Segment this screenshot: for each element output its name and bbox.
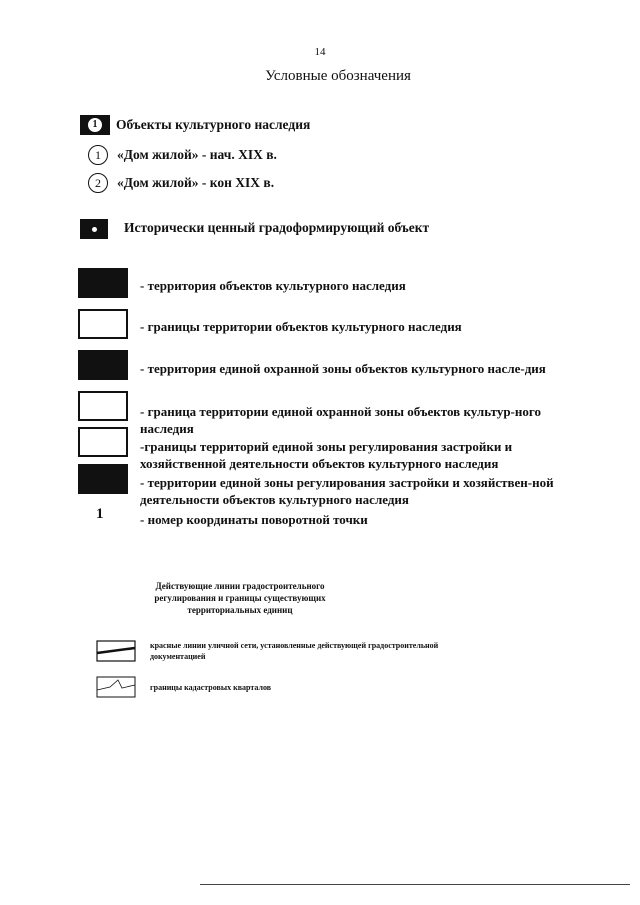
heritage-territory-swatch <box>78 268 128 298</box>
page-number: 14 <box>314 46 326 58</box>
cadastral-boundary-label: границы кадастровых кварталов <box>150 683 272 692</box>
red-line-icon <box>96 640 136 662</box>
heritage-object-2 <box>80 172 274 194</box>
historic-object-label: Исторически ценный градоформирующий объект <box>124 220 430 235</box>
coordinate-point-label: - номер координаты поворотной точки <box>140 512 368 527</box>
zone-label: - территория объектов культурного наследия <box>140 278 406 293</box>
protection-zone-boundary-swatch <box>78 391 128 421</box>
coordinate-point-symbol: 1 <box>96 506 104 522</box>
historic-object-icon <box>80 219 108 239</box>
object-number-icon: 1 <box>88 145 108 165</box>
zone-label: - территория единой охранной зоны объектов культурного насле-дия <box>140 361 546 376</box>
heritage-objects-label: Объекты культурного наследия <box>116 117 311 132</box>
zone-label: - территории единой зоны регулирования застройки и хозяйствен-ной деятельности объектов культурного наследия <box>140 475 554 507</box>
object-number-icon: 2 <box>88 173 108 193</box>
heritage-badge-icon <box>80 115 110 135</box>
heritage-object-1 <box>80 144 277 166</box>
red-line-label: красные линии уличной сети, установленные действующей градостроительной документацией <box>150 641 439 661</box>
legend-title: Условные обозначения <box>265 68 411 84</box>
heritage-boundary-swatch <box>78 309 128 339</box>
zone-label: - границы территории объектов культурного наследия <box>140 319 462 334</box>
cadastral-boundary-icon <box>96 676 136 698</box>
zone-label: -границы территорий единой зоны регулирования застройки и хозяйственной деятельности объектов культурного наследия <box>140 439 513 471</box>
heritage-objects-header <box>80 114 310 136</box>
lines-section-title: Действующие линии градостроительного регулирования и границы существующих территориальных единиц <box>154 581 326 615</box>
regulation-zone-territory-swatch <box>78 464 128 494</box>
regulation-zone-boundary-swatch <box>78 427 128 457</box>
protection-zone-swatch <box>78 350 128 380</box>
object-label: «Дом жилой» - кон XIX в. <box>117 175 275 190</box>
zone-label: - граница территории единой охранной зоны объектов культур-ного наследия <box>140 404 541 436</box>
heritage-badge-number: 1 <box>88 118 102 132</box>
object-label: «Дом жилой» - нач. XIX в. <box>117 147 277 162</box>
bottom-rule <box>200 884 630 885</box>
